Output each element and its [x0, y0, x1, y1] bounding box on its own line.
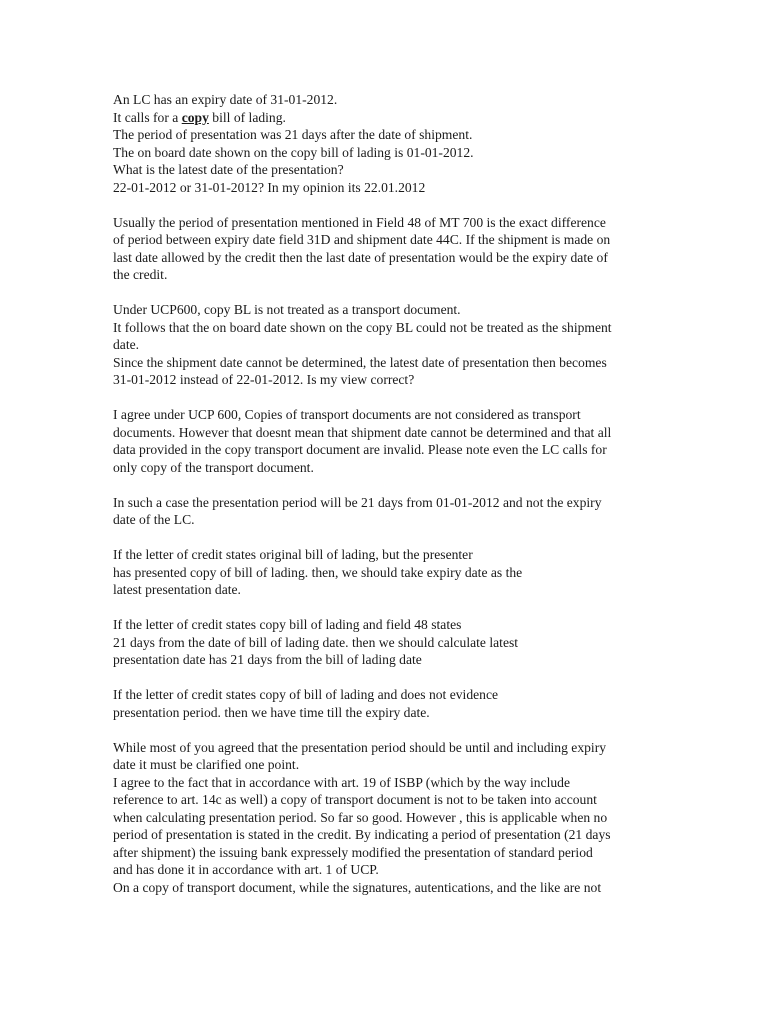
paragraph-isbp-art19 — [113, 739, 661, 897]
text-line: On a copy of transport document, while the signatures, autentications, and the like are not — [113, 879, 602, 895]
text-line: latest presentation date. — [113, 582, 241, 597]
text-line: of period between expiry date field 31D and shipment date 44C. If the shipment is made on — [113, 232, 611, 247]
text-line: and has done it in accordance with art. 1 of UCP. — [113, 862, 379, 877]
paragraph-field-48 — [113, 214, 661, 284]
text-line: What is the latest date of the presentation? — [113, 162, 344, 177]
text-fragment: It calls for a — [113, 109, 179, 125]
text-line: the credit. — [113, 267, 168, 282]
paragraph-no-period — [113, 686, 661, 721]
text-line: when calculating presentation period. So far so good. However , this is applicable when no — [113, 809, 608, 825]
text-line: only copy of the transport document. — [113, 459, 314, 475]
text-line: documents. However that doesnt mean that shipment date cannot be determined and that all — [113, 424, 612, 440]
document-body — [113, 91, 661, 914]
text-line: Since the shipment date cannot be determined, the latest date of presentation then becomes — [113, 354, 607, 370]
paragraph-original-bl — [113, 546, 661, 599]
text-line: last date allowed by the credit then the last date of presentation would be the expiry date of — [113, 249, 608, 265]
text-line: An LC has an expiry date of 31-01-2012. — [113, 92, 338, 107]
text-fragment: bill of lading. — [208, 109, 286, 125]
text-line: 21 days from the date of bill of lading date. then we should calculate latest — [113, 634, 519, 650]
text-line: 31-01-2012 instead of 22-01-2012. Is my view correct? — [113, 372, 415, 387]
text-line: date it must be clarified one point. — [113, 757, 300, 772]
text-line: If the letter of credit states original bill of lading, but the presenter — [113, 547, 473, 562]
text-line: after shipment) the issuing bank expressely modified the presentation of standard period — [113, 844, 593, 860]
paragraph-agree-ucp600 — [113, 406, 661, 476]
text-line: presentation period. then we have time till the expiry date. — [113, 704, 430, 720]
text-line: If the letter of credit states copy bill of lading and field 48 states — [113, 617, 462, 632]
paragraph-copy-bl-field-48 — [113, 616, 661, 669]
text-line: The period of presentation was 21 days after the date of shipment. — [113, 127, 473, 142]
paragraph-question — [113, 91, 661, 196]
text-line: I agree under UCP 600, Copies of transport documents are not considered as transport — [113, 407, 581, 422]
paragraph-21-days — [113, 494, 661, 529]
text-line: Usually the period of presentation mentioned in Field 48 of MT 700 is the exact difference — [113, 214, 606, 230]
text-line: 22-01-2012 or 31-01-2012? In my opinion its 22.01.2012 — [113, 179, 426, 195]
text-line: While most of you agreed that the presentation period should be until and including expiry — [113, 739, 607, 755]
text-line: The on board date shown on the copy bill of lading is 01-01-2012. — [113, 144, 474, 160]
text-line: data provided in the copy transport document are invalid. Please note even the LC calls for — [113, 442, 607, 457]
text-line: It follows that the on board date shown on the copy BL could not be treated as the shipment — [113, 319, 612, 335]
text-line: date. — [113, 337, 140, 352]
text-line: I agree to the fact that in accordance with art. 19 of ISBP (which by the way include — [113, 774, 570, 790]
emphasized-word-copy: copy — [181, 109, 209, 125]
text-line: has presented copy of bill of lading. then, we should take expiry date as the — [113, 564, 523, 580]
text-line: period of presentation is stated in the credit. By indicating a period of presentation (21 days — [113, 827, 611, 842]
paragraph-ucp600-copy-bl — [113, 301, 661, 389]
text-line: presentation date has 21 days from the bill of lading date — [113, 652, 422, 667]
text-line: date of the LC. — [113, 512, 195, 527]
text-line-with-emphasis — [113, 109, 661, 127]
text-line: Under UCP600, copy BL is not treated as a transport document. — [113, 302, 461, 317]
text-line: In such a case the presentation period will be 21 days from 01-01-2012 and not the expiry — [113, 494, 602, 510]
text-line: reference to art. 14c as well) a copy of transport document is not to be taken into account — [113, 792, 597, 807]
text-line: If the letter of credit states copy of bill of lading and does not evidence — [113, 687, 499, 702]
